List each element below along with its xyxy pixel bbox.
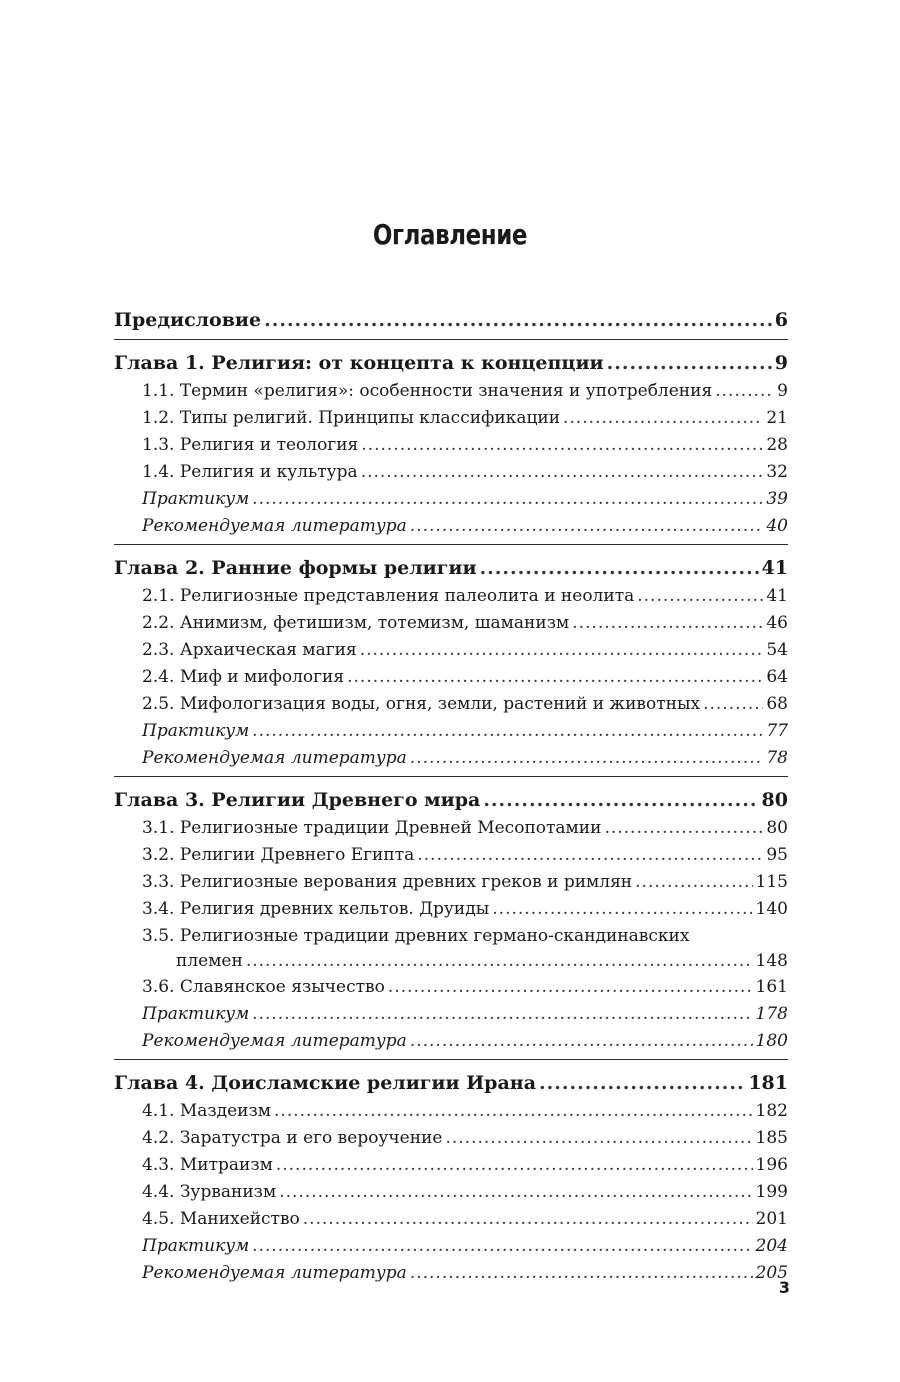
toc-entry-literature[interactable] xyxy=(114,513,788,540)
toc-entry[interactable] xyxy=(114,842,788,869)
toc-page-number: 39 xyxy=(766,489,788,509)
toc-entry-label: 4.3. Митраизм xyxy=(142,1155,273,1175)
toc-entry[interactable] xyxy=(114,664,788,691)
toc-page-number: 199 xyxy=(755,1182,788,1202)
toc-page-number: 68 xyxy=(766,694,788,714)
toc-entry-label: Практикум xyxy=(142,721,250,741)
dot-leader xyxy=(410,513,764,540)
dot-leader xyxy=(410,1028,753,1055)
toc-page-number: 148 xyxy=(755,951,788,971)
toc-page-number: 205 xyxy=(755,1263,788,1283)
toc-entry[interactable] xyxy=(114,869,788,896)
toc-entry-literature[interactable] xyxy=(114,1260,788,1287)
toc-page-number: 77 xyxy=(766,721,788,741)
toc-entry-preface[interactable] xyxy=(114,305,788,335)
toc-chapter-2 xyxy=(114,553,788,777)
toc-entry[interactable] xyxy=(114,1125,788,1152)
toc-entry[interactable] xyxy=(114,637,788,664)
toc-page-number: 6 xyxy=(774,309,788,331)
toc-entry-label: 1.3. Религия и теология xyxy=(142,435,359,455)
toc-page-number: 21 xyxy=(766,408,788,428)
toc-page-number: 40 xyxy=(766,516,788,536)
dot-leader xyxy=(303,1206,753,1233)
toc-entry-literature[interactable] xyxy=(114,1028,788,1055)
dot-leader xyxy=(410,745,764,772)
toc-page-number: 28 xyxy=(766,435,788,455)
dot-leader xyxy=(445,1125,752,1152)
toc-entry-label: Рекомендуемая литература xyxy=(142,516,407,536)
dot-leader xyxy=(252,718,763,745)
toc-entry-wrapped[interactable] xyxy=(114,923,788,949)
toc-entry-label: Практикум xyxy=(142,489,250,509)
toc-page-number: 180 xyxy=(755,1031,788,1051)
toc-page-number: 54 xyxy=(766,640,788,660)
toc-entry[interactable] xyxy=(114,815,788,842)
toc-page-number: 204 xyxy=(755,1236,788,1256)
toc-entry-label: 2.1. Религиозные представления палеолита и неолита xyxy=(142,586,635,606)
toc-entry[interactable] xyxy=(114,1206,788,1233)
toc-entry-label: 3.3. Религиозные верования древних греков и римлян xyxy=(142,872,633,892)
toc-chapter-heading[interactable] xyxy=(114,1068,788,1098)
toc-entry-label: 2.5. Мифологизация воды, огня, земли, растений и животных xyxy=(142,694,701,714)
toc-page-number: 196 xyxy=(755,1155,788,1175)
toc-page-number: 64 xyxy=(766,667,788,687)
toc-page-number: 182 xyxy=(755,1101,788,1121)
toc-entry[interactable] xyxy=(114,974,788,1001)
toc-entry[interactable] xyxy=(114,896,788,923)
toc-entry-label: 4.1. Маздеизм xyxy=(142,1101,272,1121)
dot-leader xyxy=(361,432,763,459)
dot-leader xyxy=(715,378,774,405)
toc-entry-label: 1.4. Религия и культура xyxy=(142,462,358,482)
toc-chapter-title: Глава 3. Религии Древнего мира xyxy=(114,789,481,811)
toc-entry[interactable] xyxy=(114,1098,788,1125)
toc-entry-label: 4.5. Манихейство xyxy=(142,1209,300,1229)
toc-entry-practicum[interactable] xyxy=(114,1233,788,1260)
dot-leader xyxy=(417,842,763,869)
dot-leader xyxy=(361,459,764,486)
dot-leader xyxy=(347,664,763,691)
toc-page-number: 78 xyxy=(766,748,788,768)
toc-page-number: 95 xyxy=(766,845,788,865)
dot-leader xyxy=(572,610,763,637)
toc-entry-label: 2.3. Архаическая магия xyxy=(142,640,357,660)
dot-leader xyxy=(274,1098,753,1125)
toc-entry-label: 3.2. Религии Древнего Египта xyxy=(142,845,415,865)
toc-preface xyxy=(114,305,788,340)
toc-entry-label: Предисловие xyxy=(114,309,262,331)
toc-entry[interactable] xyxy=(114,691,788,718)
toc-entry-label: 1.1. Термин «религия»: особенности значения и употребления xyxy=(142,381,713,401)
dot-leader xyxy=(604,815,763,842)
page-title: Оглавление xyxy=(372,218,528,251)
dot-leader xyxy=(703,691,763,718)
dot-leader xyxy=(483,785,758,815)
toc-page-number: 9 xyxy=(777,381,788,401)
toc-entry-label: 3.4. Религия древних кельтов. Друиды xyxy=(142,899,490,919)
toc-entry-label: 3.6. Славянское язычество xyxy=(142,977,385,997)
toc-entry[interactable] xyxy=(114,583,788,610)
toc-page-number: 161 xyxy=(755,977,788,997)
toc-chapter-title: Глава 1. Религия: от концепта к концепции xyxy=(114,352,604,374)
toc-entry-label: Рекомендуемая литература xyxy=(142,748,407,768)
toc-entry-practicum[interactable] xyxy=(114,718,788,745)
toc-entry[interactable] xyxy=(114,610,788,637)
dot-leader xyxy=(563,405,763,432)
toc-entry-label: Рекомендуемая литература xyxy=(142,1031,407,1051)
toc-entry-label: 4.4. Зурванизм xyxy=(142,1182,277,1202)
toc-entry-practicum[interactable] xyxy=(114,486,788,513)
toc-entry[interactable] xyxy=(114,432,788,459)
toc-entry-label: 3.1. Религиозные традиции Древней Месопотамии xyxy=(142,818,602,838)
dot-leader xyxy=(607,348,772,378)
toc-page-number: 185 xyxy=(755,1128,788,1148)
toc-entry-label: Практикум xyxy=(142,1004,250,1024)
toc-entry-practicum[interactable] xyxy=(114,1001,788,1028)
dot-leader xyxy=(252,486,763,513)
toc-entry-continuation[interactable] xyxy=(114,949,788,974)
toc-page-number: 140 xyxy=(755,899,788,919)
dot-leader xyxy=(252,1233,752,1260)
toc-chapter-title: Глава 2. Ранние формы религии xyxy=(114,557,477,579)
dot-leader xyxy=(246,949,753,974)
toc-entry-label: 4.2. Заратустра и его вероучение xyxy=(142,1128,443,1148)
dot-leader xyxy=(276,1152,753,1179)
toc-entry-label: 3.5. Религиозные традиции древних германо-скандинавских xyxy=(142,926,690,946)
toc-page-number: 181 xyxy=(748,1072,788,1094)
toc-chapter-title: Глава 4. Доисламские религии Ирана xyxy=(114,1072,536,1094)
toc-page-number: 41 xyxy=(766,586,788,606)
toc-entry[interactable] xyxy=(114,1179,788,1206)
dot-leader xyxy=(279,1179,752,1206)
toc-chapter-heading[interactable] xyxy=(114,553,788,583)
toc-entry-label: 2.2. Анимизм, фетишизм, тотемизм, шаманизм xyxy=(142,613,570,633)
toc-page-number: 9 xyxy=(774,352,788,374)
toc-page-number: 80 xyxy=(766,818,788,838)
page-number: 3 xyxy=(778,1278,790,1297)
dot-leader xyxy=(360,637,764,664)
toc-entry-literature[interactable] xyxy=(114,745,788,772)
dot-leader xyxy=(410,1260,753,1287)
toc-entry[interactable] xyxy=(114,1152,788,1179)
toc-page-number: 115 xyxy=(755,872,788,892)
toc-entry[interactable] xyxy=(114,378,788,405)
toc-entry-label-continued: племен xyxy=(176,951,243,971)
toc-entry[interactable] xyxy=(114,405,788,432)
toc-chapter-1 xyxy=(114,348,788,545)
dot-leader xyxy=(252,1001,752,1028)
toc-entry-label: Рекомендуемая литература xyxy=(142,1263,407,1283)
toc-page-number: 46 xyxy=(766,613,788,633)
toc-entry-label: Практикум xyxy=(142,1236,250,1256)
dot-leader xyxy=(539,1068,745,1098)
toc-page-number: 32 xyxy=(766,462,788,482)
toc-chapter-4 xyxy=(114,1068,788,1291)
toc-entry[interactable] xyxy=(114,459,788,486)
toc-entry-label: 2.4. Миф и мифология xyxy=(142,667,345,687)
toc-page-number: 41 xyxy=(761,557,788,579)
dot-leader xyxy=(480,553,759,583)
toc-chapter-3 xyxy=(114,785,788,1060)
dot-leader xyxy=(388,974,753,1001)
dot-leader xyxy=(635,869,752,896)
toc-page-number: 178 xyxy=(755,1004,788,1024)
toc-chapter-heading[interactable] xyxy=(114,785,788,815)
toc-entry-label: 1.2. Типы религий. Принципы классификации xyxy=(142,408,561,428)
dot-leader xyxy=(492,896,752,923)
toc-chapter-heading[interactable] xyxy=(114,348,788,378)
toc-page-number: 80 xyxy=(761,789,788,811)
table-of-contents xyxy=(114,305,788,1299)
toc-page-number: 201 xyxy=(755,1209,788,1229)
dot-leader xyxy=(264,305,772,335)
dot-leader xyxy=(637,583,763,610)
